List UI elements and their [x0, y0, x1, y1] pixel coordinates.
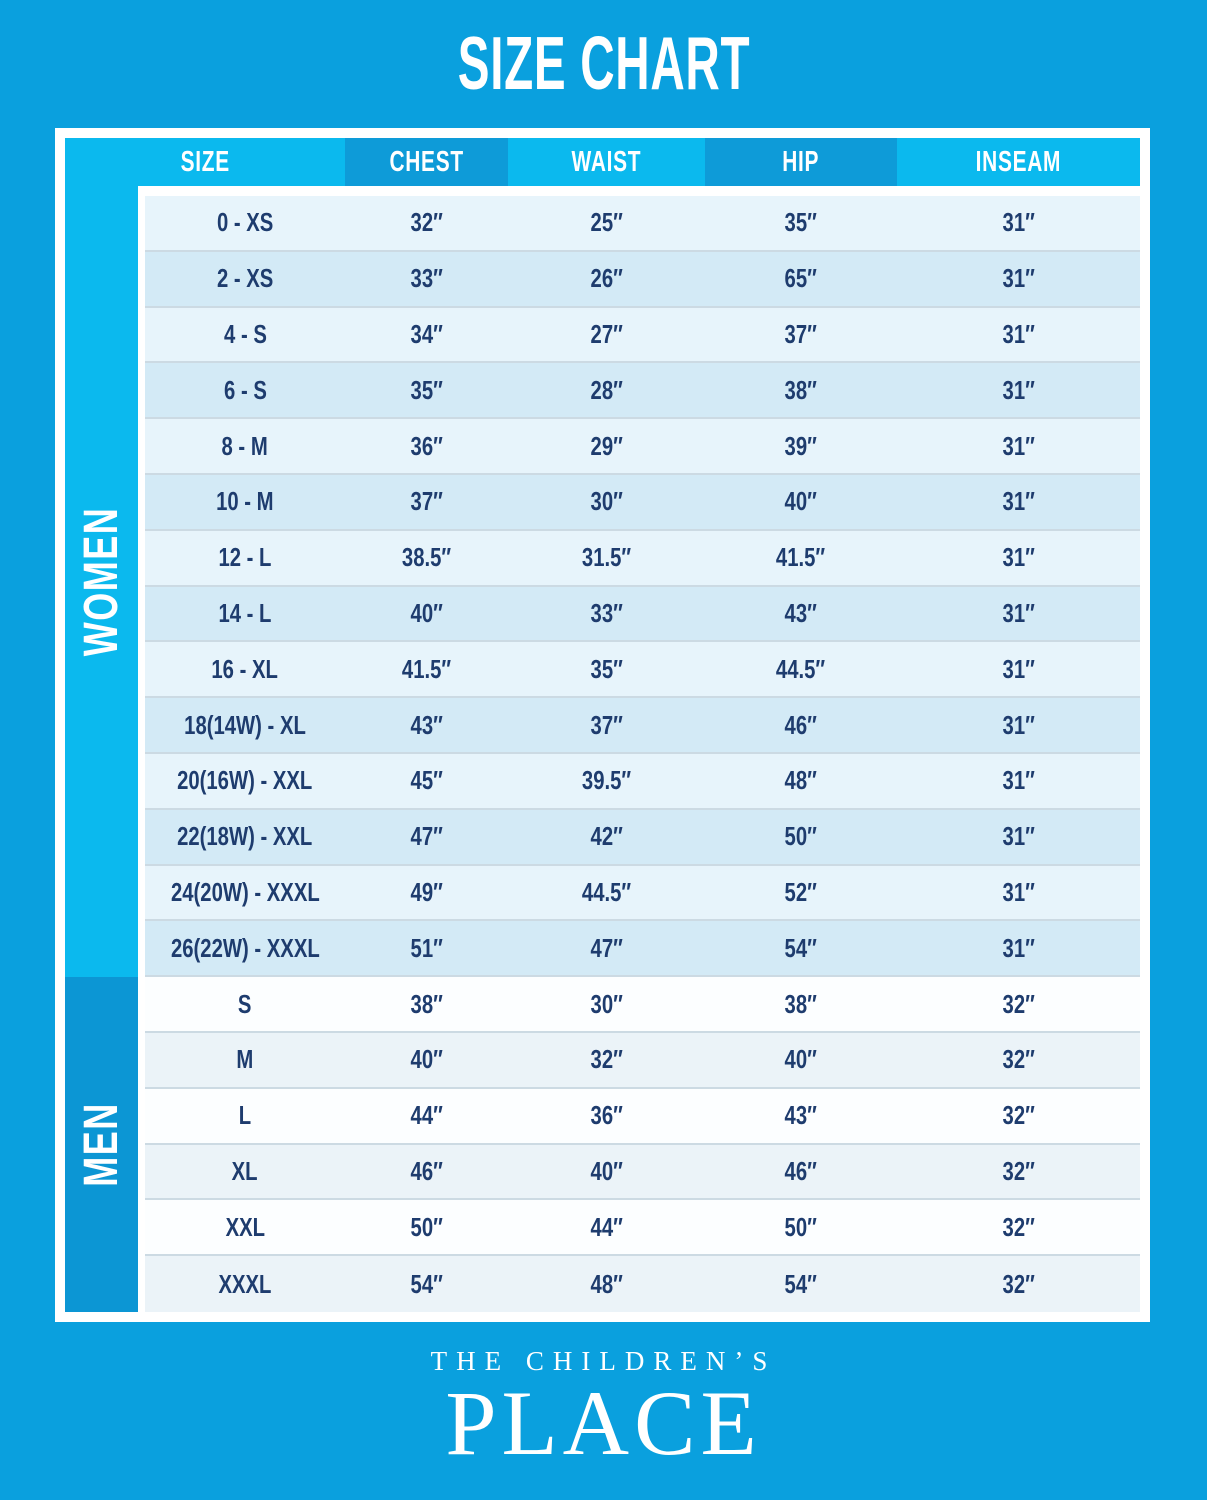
cell-size [145, 375, 345, 406]
table-row-men-XXXL [145, 1256, 1140, 1312]
cell-hip [705, 319, 897, 350]
cell-value-waist: 39.5″ [581, 765, 632, 796]
cell-value-size: 18(14W) - XL [184, 709, 306, 740]
cell-hip [705, 542, 897, 573]
cell-waist [508, 765, 705, 796]
header-label-inseam: INSEAM [975, 145, 1062, 178]
cell-waist [508, 319, 705, 350]
cell-chest [345, 1100, 508, 1131]
table-row-women-22(18W) - XXL [145, 810, 1140, 866]
cell-value-waist: 44″ [590, 1211, 623, 1242]
cell-size [145, 765, 345, 796]
cell-waist [508, 710, 705, 741]
cell-size [145, 710, 345, 741]
cell-waist [508, 1212, 705, 1243]
cell-inseam [897, 375, 1140, 406]
cell-value-inseam: 31″ [1002, 374, 1035, 405]
cell-value-inseam: 32″ [1002, 1100, 1035, 1131]
cell-waist [508, 207, 705, 238]
cell-hip [705, 933, 897, 964]
cell-value-waist: 30″ [590, 486, 623, 517]
cell-value-waist: 33″ [590, 597, 623, 628]
cell-chest [345, 877, 508, 908]
cell-hip [705, 263, 897, 294]
cell-waist [508, 1044, 705, 1075]
cell-chest [345, 1156, 508, 1187]
cell-size [145, 1269, 345, 1300]
cell-size [145, 598, 345, 629]
cell-value-chest: 50″ [410, 1211, 443, 1242]
cell-waist [508, 486, 705, 517]
cell-hip [705, 765, 897, 796]
cell-chest [345, 598, 508, 629]
table-row-women-24(20W) - XXXL [145, 866, 1140, 922]
header-cell-chest [345, 138, 508, 186]
table-body [65, 186, 1140, 1312]
cell-size [145, 821, 345, 852]
cell-inseam [897, 877, 1140, 908]
cell-value-hip: 40″ [784, 486, 818, 517]
cell-value-chest: 40″ [410, 1044, 443, 1075]
cell-inseam [897, 486, 1140, 517]
cell-value-chest: 47″ [410, 821, 443, 852]
cell-value-size: S [238, 988, 252, 1019]
cell-inseam [897, 989, 1140, 1020]
sidebar-gutter [138, 186, 145, 1312]
cell-waist [508, 877, 705, 908]
cell-hip [705, 877, 897, 908]
cell-chest [345, 542, 508, 573]
cell-inseam [897, 1212, 1140, 1243]
cell-value-inseam: 31″ [1002, 486, 1035, 517]
cell-value-hip: 48″ [784, 765, 818, 796]
cell-inseam [897, 1156, 1140, 1187]
cell-inseam [897, 263, 1140, 294]
cell-value-waist: 31.5″ [581, 542, 632, 573]
cell-value-size: 12 - L [218, 542, 272, 573]
section-sidebar [65, 186, 138, 1312]
cell-chest [345, 989, 508, 1020]
cell-waist [508, 933, 705, 964]
table-row-women-16 - XL [145, 642, 1140, 698]
cell-value-waist: 29″ [590, 430, 623, 461]
cell-inseam [897, 319, 1140, 350]
cell-value-chest: 34″ [410, 318, 443, 349]
cell-value-waist: 32″ [590, 1044, 623, 1075]
cell-value-size: XXXL [218, 1268, 272, 1299]
cell-inseam [897, 1269, 1140, 1300]
cell-value-chest: 44″ [410, 1100, 443, 1131]
cell-hip [705, 431, 897, 462]
cell-hip [705, 1100, 897, 1131]
cell-hip [705, 1156, 897, 1187]
cell-chest [345, 207, 508, 238]
brand-logo [0, 1346, 1207, 1474]
cell-value-size: 26(22W) - XXXL [170, 932, 320, 963]
cell-value-hip: 65″ [784, 263, 818, 294]
cell-value-waist: 47″ [590, 932, 623, 963]
cell-value-waist: 37″ [590, 709, 623, 740]
cell-value-hip: 46″ [784, 1155, 818, 1186]
cell-chest [345, 1269, 508, 1300]
cell-size [145, 542, 345, 573]
cell-value-hip: 43″ [784, 1100, 818, 1131]
cell-chest [345, 821, 508, 852]
table-row-women-14 - L [145, 587, 1140, 643]
cell-value-size: 22(18W) - XXL [177, 821, 313, 852]
cell-inseam [897, 821, 1140, 852]
cell-value-waist: 30″ [590, 988, 623, 1019]
cell-inseam [897, 1044, 1140, 1075]
cell-value-inseam: 31″ [1002, 653, 1035, 684]
cell-value-hip: 35″ [784, 207, 818, 238]
cell-inseam [897, 654, 1140, 685]
cell-value-waist: 36″ [590, 1100, 623, 1131]
cell-value-hip: 54″ [784, 932, 818, 963]
header-label-hip: HIP [782, 145, 820, 178]
cell-value-inseam: 31″ [1002, 765, 1035, 796]
cell-value-chest: 38″ [410, 988, 443, 1019]
cell-value-inseam: 31″ [1002, 709, 1035, 740]
cell-hip [705, 989, 897, 1020]
cell-chest [345, 1212, 508, 1243]
header-cell-waist [508, 138, 705, 186]
cell-waist [508, 1269, 705, 1300]
women-section-label: WOMEN [75, 506, 128, 657]
cell-value-inseam: 31″ [1002, 263, 1035, 294]
page-title [0, 20, 1207, 106]
cell-size [145, 989, 345, 1020]
cell-hip [705, 375, 897, 406]
header-label-waist: WAIST [571, 145, 642, 178]
cell-hip [705, 1212, 897, 1243]
cell-value-chest: 33″ [410, 263, 443, 294]
cell-value-waist: 26″ [590, 263, 623, 294]
cell-value-hip: 38″ [784, 988, 818, 1019]
cell-value-size: 2 - XS [216, 263, 274, 294]
table-row-women-10 - M [145, 475, 1140, 531]
cell-value-inseam: 31″ [1002, 542, 1035, 573]
cell-value-chest: 46″ [410, 1155, 443, 1186]
table-row-men-M [145, 1033, 1140, 1089]
cell-value-size: 24(20W) - XXXL [170, 876, 320, 907]
cell-chest [345, 654, 508, 685]
cell-value-inseam: 31″ [1002, 430, 1035, 461]
cell-value-hip: 46″ [784, 709, 818, 740]
table-row-men-XL [145, 1145, 1140, 1201]
cell-chest [345, 765, 508, 796]
table-row-men-XXL [145, 1200, 1140, 1256]
cell-value-inseam: 31″ [1002, 876, 1035, 907]
cell-waist [508, 654, 705, 685]
cell-value-size: 14 - L [218, 597, 272, 628]
cell-value-waist: 40″ [590, 1155, 623, 1186]
header-cell-hip [705, 138, 897, 186]
cell-value-size: 16 - XL [211, 653, 279, 684]
cell-chest [345, 486, 508, 517]
cell-value-inseam: 32″ [1002, 1044, 1035, 1075]
cell-hip [705, 654, 897, 685]
cell-value-waist: 48″ [590, 1268, 623, 1299]
cell-value-chest: 41.5″ [401, 653, 452, 684]
cell-value-hip: 38″ [784, 374, 818, 405]
cell-size [145, 933, 345, 964]
cell-value-waist: 44.5″ [581, 876, 632, 907]
cell-inseam [897, 933, 1140, 964]
cell-hip [705, 598, 897, 629]
men-section-band [65, 977, 138, 1312]
cell-size [145, 486, 345, 517]
cell-hip [705, 1044, 897, 1075]
header-label-size: SIZE [180, 145, 230, 178]
cell-value-waist: 42″ [590, 821, 623, 852]
cell-value-size: 6 - S [223, 374, 267, 405]
cell-waist [508, 375, 705, 406]
cell-hip [705, 710, 897, 741]
cell-value-inseam: 32″ [1002, 988, 1035, 1019]
cell-size [145, 1212, 345, 1243]
cell-value-size: XXL [225, 1211, 265, 1242]
cell-value-chest: 54″ [410, 1268, 443, 1299]
cell-value-chest: 38.5″ [401, 542, 452, 573]
cell-value-chest: 49″ [410, 876, 443, 907]
cell-value-inseam: 32″ [1002, 1211, 1035, 1242]
cell-inseam [897, 765, 1140, 796]
men-section-label: MEN [75, 1102, 129, 1187]
header-label-chest: CHEST [389, 145, 464, 178]
size-table [55, 128, 1150, 1322]
table-row-women-12 - L [145, 531, 1140, 587]
cell-value-hip: 37″ [784, 318, 818, 349]
cell-value-hip: 41.5″ [776, 542, 826, 573]
cell-value-size: M [236, 1044, 254, 1075]
cell-value-hip: 54″ [784, 1268, 818, 1299]
cell-value-inseam: 31″ [1002, 821, 1035, 852]
cell-hip [705, 821, 897, 852]
cell-inseam [897, 207, 1140, 238]
table-row-men-S [145, 977, 1140, 1033]
cell-size [145, 877, 345, 908]
women-section-band [65, 186, 138, 977]
table-row-women-8 - M [145, 419, 1140, 475]
cell-value-waist: 35″ [590, 653, 623, 684]
cell-chest [345, 375, 508, 406]
cell-inseam [897, 710, 1140, 741]
cell-hip [705, 1269, 897, 1300]
cell-size [145, 431, 345, 462]
cell-size [145, 654, 345, 685]
cell-waist [508, 263, 705, 294]
cell-value-inseam: 31″ [1002, 318, 1035, 349]
cell-inseam [897, 598, 1140, 629]
cell-size [145, 1156, 345, 1187]
cell-value-chest: 40″ [410, 597, 443, 628]
cell-size [145, 207, 345, 238]
cell-value-size: L [238, 1100, 252, 1131]
table-rows [145, 186, 1140, 1312]
cell-value-chest: 35″ [410, 374, 443, 405]
table-row-women-6 - S [145, 363, 1140, 419]
cell-value-chest: 45″ [410, 765, 443, 796]
brand-line2: PLACE [445, 1372, 762, 1474]
cell-value-hip: 50″ [784, 821, 818, 852]
cell-value-size: 10 - M [216, 486, 274, 517]
cell-value-waist: 27″ [590, 318, 623, 349]
cell-inseam [897, 1100, 1140, 1131]
cell-value-size: XL [232, 1155, 258, 1186]
table-row-women-20(16W) - XXL [145, 754, 1140, 810]
cell-value-hip: 44.5″ [776, 653, 826, 684]
cell-chest [345, 431, 508, 462]
cell-value-inseam: 32″ [1002, 1268, 1035, 1299]
cell-waist [508, 1100, 705, 1131]
cell-value-hip: 52″ [784, 876, 818, 907]
cell-waist [508, 542, 705, 573]
cell-value-hip: 39″ [784, 430, 818, 461]
table-row-women-18(14W) - XL [145, 698, 1140, 754]
table-row-men-L [145, 1089, 1140, 1145]
cell-value-hip: 43″ [784, 597, 818, 628]
cell-waist [508, 431, 705, 462]
table-row-women-4 - S [145, 308, 1140, 364]
cell-value-inseam: 31″ [1002, 207, 1035, 238]
cell-value-waist: 25″ [590, 207, 623, 238]
cell-value-chest: 51″ [410, 932, 443, 963]
cell-value-hip: 50″ [784, 1211, 818, 1242]
brand-line1: THE CHILDREN’S [430, 1346, 777, 1376]
cell-value-size: 20(16W) - XXL [177, 765, 313, 796]
cell-size [145, 263, 345, 294]
cell-value-chest: 36″ [410, 430, 443, 461]
header-cell-size [65, 138, 345, 186]
cell-value-hip: 40″ [784, 1044, 818, 1075]
header-cell-inseam [897, 138, 1140, 186]
cell-chest [345, 710, 508, 741]
cell-chest [345, 319, 508, 350]
cell-size [145, 319, 345, 350]
cell-value-size: 0 - XS [216, 207, 274, 238]
cell-inseam [897, 542, 1140, 573]
cell-waist [508, 1156, 705, 1187]
cell-hip [705, 486, 897, 517]
table-row-women-0 - XS [145, 196, 1140, 252]
cell-size [145, 1100, 345, 1131]
cell-value-chest: 43″ [410, 709, 443, 740]
cell-inseam [897, 431, 1140, 462]
cell-waist [508, 989, 705, 1020]
cell-value-size: 8 - M [221, 430, 269, 461]
cell-value-inseam: 31″ [1002, 597, 1035, 628]
cell-value-chest: 37″ [410, 486, 443, 517]
table-row-women-26(22W) - XXXL [145, 921, 1140, 977]
cell-waist [508, 821, 705, 852]
page-title-text: SIZE CHART [457, 20, 750, 106]
cell-waist [508, 598, 705, 629]
cell-value-waist: 28″ [590, 374, 623, 405]
cell-value-inseam: 31″ [1002, 932, 1035, 963]
table-header-row [65, 138, 1140, 186]
cell-value-size: 4 - S [223, 318, 267, 349]
cell-size [145, 1044, 345, 1075]
table-row-women-2 - XS [145, 252, 1140, 308]
cell-chest [345, 933, 508, 964]
cell-value-chest: 32″ [410, 207, 443, 238]
cell-hip [705, 207, 897, 238]
cell-value-inseam: 32″ [1002, 1155, 1035, 1186]
cell-chest [345, 263, 508, 294]
cell-chest [345, 1044, 508, 1075]
